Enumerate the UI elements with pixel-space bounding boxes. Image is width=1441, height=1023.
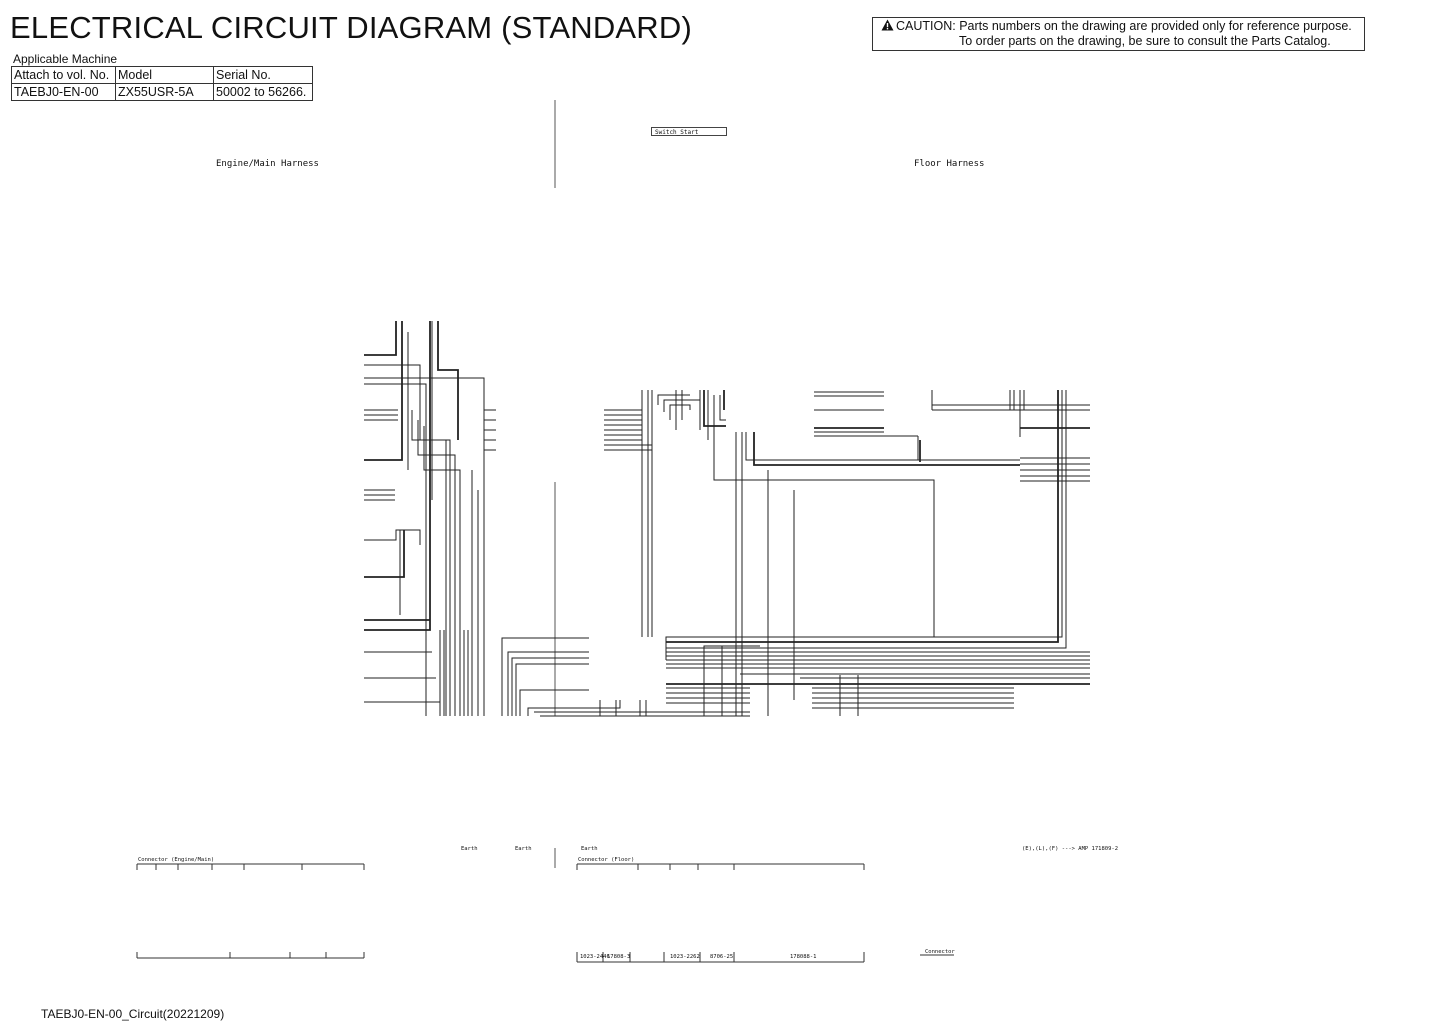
engine-main-harness-title: Engine/Main Harness	[216, 159, 319, 169]
amp-connector-note: (E),(L),(F) ---> AMP 171809-2	[1022, 846, 1119, 852]
small-connector-label: Connector	[925, 949, 955, 955]
bottom-left-wires	[502, 638, 750, 716]
floor-harness-wires	[604, 390, 1090, 716]
cell-volume: TAEBJ0-EN-00	[12, 84, 116, 101]
cell-model: ZX55USR-5A	[116, 84, 214, 101]
column-header-serial: Serial No.	[214, 67, 313, 84]
part-number-3: 1023-2262	[670, 954, 700, 960]
connector-tables	[137, 864, 954, 962]
connector-floor-caption: Connector (Floor)	[578, 857, 635, 863]
part-number-5: 178088-1	[790, 954, 817, 960]
applicable-machine-label: Applicable Machine	[13, 52, 118, 66]
engine-harness-wires	[364, 321, 496, 716]
part-number-4: 8706-25	[710, 954, 734, 960]
column-header-model: Model	[116, 67, 214, 84]
switch-start-label: Switch_Start	[651, 127, 727, 136]
connector-engine-main-caption: Connector (Engine/Main)	[138, 857, 215, 863]
caution-text-line1: CAUTION: Parts numbers on the drawing are provided only for reference purpose.	[896, 19, 1352, 33]
earth-label-1: Earth	[461, 846, 478, 852]
page-title: ELECTRICAL CIRCUIT DIAGRAM (STANDARD)	[10, 10, 692, 45]
earth-label-3: Earth	[581, 846, 598, 852]
cell-serial: 50002 to 56266.	[214, 84, 313, 101]
caution-text-line2: To order parts on the drawing, be sure to consult the Parts Catalog.	[959, 34, 1331, 48]
column-header-volume: Attach to vol. No.	[12, 67, 116, 84]
part-number-2: 17808-3	[607, 954, 631, 960]
part-number-1: 1023-2446	[580, 954, 610, 960]
document-id: TAEBJ0-EN-00_Circuit(20221209)	[41, 1007, 225, 1021]
floor-harness-title: Floor Harness	[914, 159, 985, 169]
earth-label-2: Earth	[515, 846, 532, 852]
